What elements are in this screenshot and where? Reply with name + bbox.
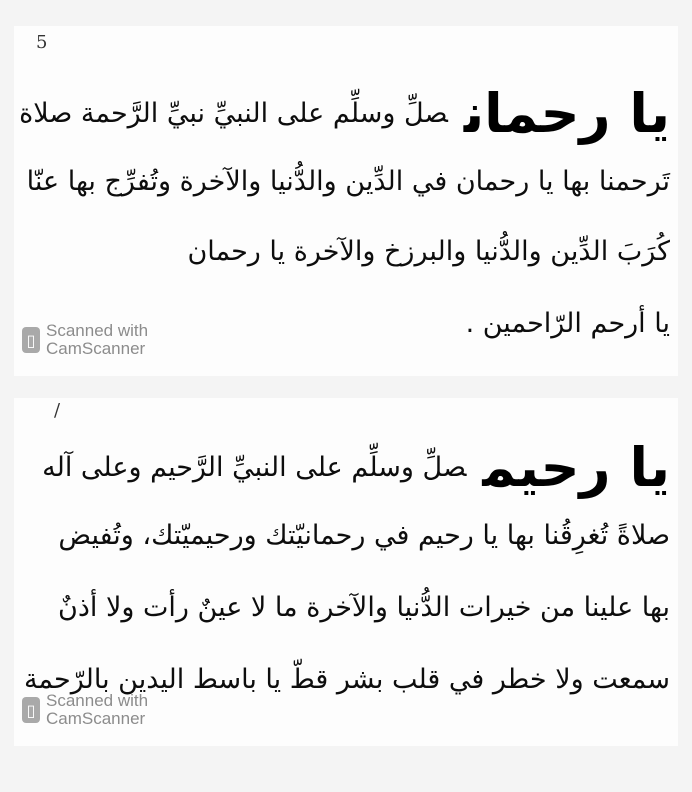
text-line-4: سمعت ولا خطر في قلب بشر قطّ يا باسط اليدين بالرّحمة [23, 664, 670, 695]
text-line-2: تَرحمنا بها يا رحمان في الدِّين والدُّنيا والآخرة وتُفرِّج بها عنّا [26, 166, 670, 197]
camscanner-icon: ▯ [22, 697, 40, 723]
camscanner-icon: ▯ [22, 327, 40, 353]
watermark-line-1: Scanned with [46, 321, 149, 340]
page-heading: يا رحمان [463, 82, 670, 145]
page-mark: / [54, 400, 61, 421]
watermark-line-1: Scanned with [46, 691, 149, 710]
scanner-watermark [22, 692, 148, 728]
text-line-1-body: صلِّ وسلِّم على النبيِّ الرَّحيم وعلى آله [42, 452, 467, 483]
watermark-line-2: CamScanner [46, 339, 146, 358]
text-line-3: بها علينا من خيرات الدُّنيا والآخرة ما لا عينٌ رأت ولا أذنٌ [58, 592, 670, 623]
scanned-page-1 [14, 26, 678, 376]
text-line-1 [20, 84, 670, 144]
page-number: 5 [36, 32, 48, 53]
watermark-line-2: CamScanner [46, 709, 146, 728]
page-heading: يا رحيم [482, 436, 670, 499]
text-line-1 [20, 438, 670, 498]
scanned-page-2 [14, 398, 678, 746]
scanner-watermark [22, 322, 148, 358]
text-line-3: كُرَبَ الدِّين والدُّنيا والبرزخ والآخرة يا رحمان [187, 236, 670, 267]
text-line-2: صلاةً تُغرِقُنا بها يا رحيم في رحمانيّتك ورحيميّتك، وتُفيض [58, 520, 670, 551]
text-line-4: يا أرحم الرّاحمين . [465, 308, 670, 339]
text-line-1-body: صلِّ وسلِّم على النبيِّ نبيِّ الرَّحمة صلاة [19, 98, 448, 129]
